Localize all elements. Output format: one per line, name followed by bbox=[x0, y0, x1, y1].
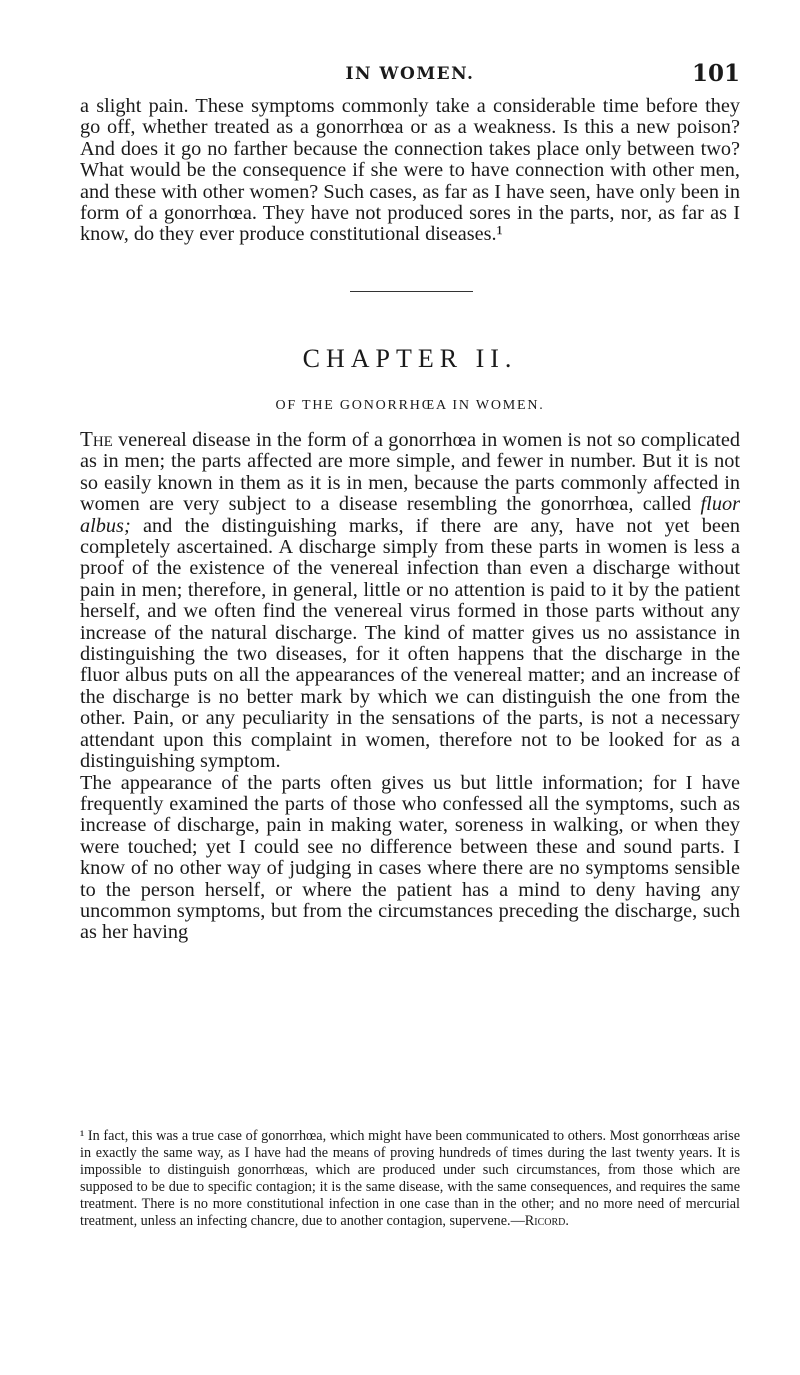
chapter-paragraph-1 bbox=[80, 429, 740, 773]
running-head-title: IN WOMEN. bbox=[345, 64, 475, 84]
chapter-heading: CHAPTER II. bbox=[302, 344, 518, 373]
chapter-body bbox=[80, 429, 740, 944]
page-number: 101 bbox=[691, 60, 740, 87]
opening-paragraph bbox=[80, 96, 740, 246]
paragraph-lead-word: The bbox=[80, 427, 113, 451]
paragraph: a slight pain. These symptoms commonly take a considerable time before they go off, whether treated as a gonorrhœa or as a weakness. Is this a new poison? And does it go no farther because the connection takes place only between two? What would be the consequence if she were to have connection with other men, and these with other women? Such cases, as far as I have seen, have only been in form of a gonorrhœa. They have not produced sores in the parts, nor, as far as I know, do they ever produce constitutional diseases.¹ bbox=[80, 95, 740, 246]
section-divider bbox=[350, 291, 473, 292]
footnote-author: Ricord. bbox=[524, 1213, 569, 1229]
paragraph-text-a: venereal disease in the form of a gonorrhœa in women is not so complicated as in men; the parts affected are more simple, and fewer in number. But it is not so easily known in them as it is in men, because the parts commonly affected in women are very subject to a disease resembling the gonorrhœa, called bbox=[80, 429, 740, 516]
paragraph-text-b: and the distinguishing marks, if there are any, have not yet been completely ascertained. A discharge simply from these parts in women is less a proof of the existence of the venereal infection than even a discharge without pain in men; therefore, in general, little or no attention is paid to it by the patient herself, and we often find the venereal virus formed in those parts without any increase of the natural discharge. The kind of matter gives us no assistance in distinguishing the two diseases, for it often happens that the discharge in the fluor albus puts on all the appearances of the venereal matter; and an increase of the discharge is no better mark by which we can distinguish the one from the other. Pain, or any peculiarity in the sensations of the parts, is not a necessary attendant upon this complaint in women, therefore not to be looked for as a distinguishing symptom. bbox=[80, 514, 740, 773]
running-head bbox=[80, 60, 740, 90]
italic-term: fluor albus; bbox=[80, 493, 740, 537]
chapter-subtitle: OF THE GONORRHŒA IN WOMEN. bbox=[275, 398, 545, 413]
footnote-text: ¹ In fact, this was a true case of gonorrhœa, which might have been communicated to others. Most gonorrhœas arise in exactly the same way, as I have had the means of proving hundreds of times during the last twenty years. It is impossible to distinguish gonorrhœas, which are produced under such circumstances, from those which are supposed to be due to specific contagion; it is the same disease, with the same consequences, and requires the same treatment. There is no more constitutional infection in one case than in the other; and no more need of mercurial treatment, unless an infecting chancre, due to another contagion, supervene.— bbox=[80, 1128, 740, 1229]
chapter-paragraph-2: The appearance of the parts often gives us but little information; for I have frequently examined the parts of those who confessed all the symptoms, such as increase of discharge, pain in making water, soreness in walking, or when they were touched; yet I could see no difference between these and sound parts. I know of no other way of judging in cases where there are no symptoms sensible to the person herself, or where the patient has a mind to deny having any uncommon symptoms, but from the circumstances preceding the discharge, such as her having bbox=[80, 771, 740, 944]
footnote bbox=[80, 1128, 740, 1230]
